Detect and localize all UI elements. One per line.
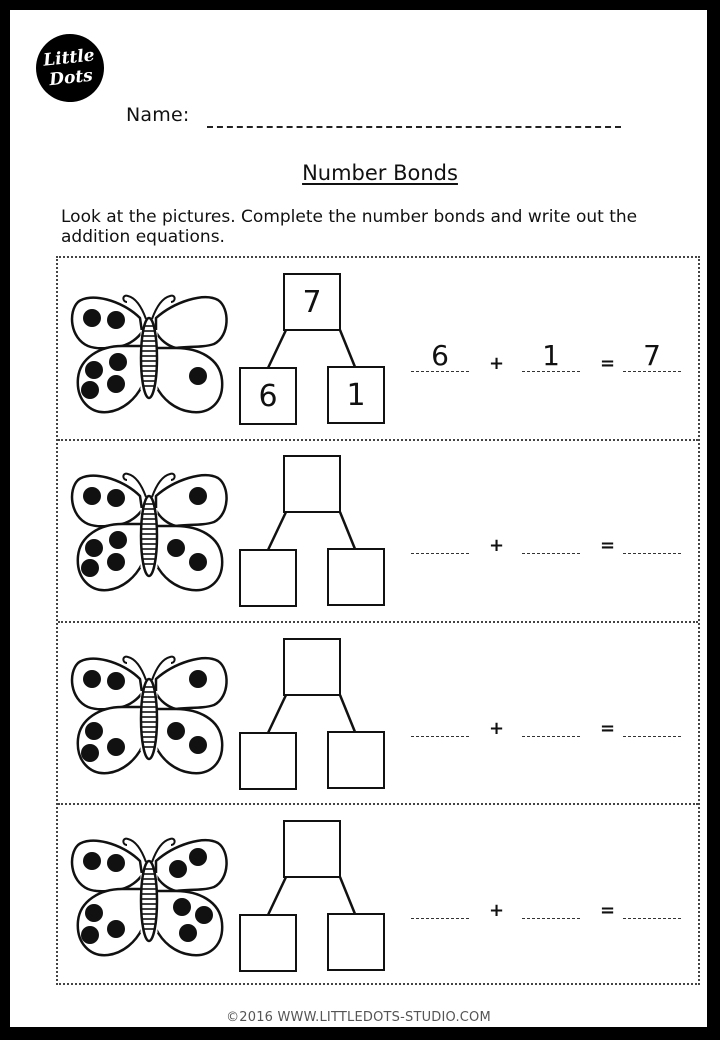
name-field[interactable] — [207, 126, 621, 128]
wing-dot — [83, 487, 101, 505]
butterfly-picture — [70, 647, 230, 781]
addend-1-blank[interactable] — [411, 706, 469, 737]
bond-whole-box[interactable] — [283, 455, 341, 513]
butterfly-picture — [70, 829, 230, 963]
logo-line-2: Dots — [48, 65, 94, 91]
wing-dot — [107, 672, 125, 690]
bond-whole-box[interactable] — [283, 638, 341, 696]
wing-dot — [189, 367, 207, 385]
wing-dot — [109, 353, 127, 371]
bond-part-left-box[interactable] — [239, 732, 297, 790]
instructions: Look at the pictures. Complete the number bonds and write out the addition equations. — [61, 207, 638, 247]
addend-2-blank[interactable] — [522, 706, 580, 737]
wing-dot — [107, 738, 125, 756]
wing-dot — [107, 489, 125, 507]
wing-dot — [189, 553, 207, 571]
addend-1-blank[interactable] — [411, 523, 469, 554]
wing-dot — [107, 920, 125, 938]
wing-dot — [81, 559, 99, 577]
equals-sign: = — [600, 718, 616, 739]
wing-dot — [107, 375, 125, 393]
exercise-row-1 — [58, 258, 698, 441]
plus-sign: + — [489, 900, 505, 921]
wing-dot — [179, 924, 197, 942]
wing-dot — [83, 852, 101, 870]
wing-dot — [85, 904, 103, 922]
wing-dot — [81, 381, 99, 399]
wing-dot — [81, 744, 99, 762]
little-dots-logo — [33, 31, 108, 106]
addend-1-blank[interactable] — [411, 888, 469, 919]
sum-blank[interactable]: 7 — [623, 341, 681, 372]
exercise-row-3 — [58, 623, 698, 805]
bond-whole-box[interactable] — [283, 820, 341, 878]
wing-dot — [109, 531, 127, 549]
bond-whole-box[interactable]: 7 — [283, 273, 341, 331]
bond-part-left-box[interactable] — [239, 914, 297, 972]
right-upper-wing — [156, 297, 227, 348]
bond-part-right-box[interactable]: 1 — [327, 366, 385, 424]
wing-dot — [189, 736, 207, 754]
wing-dot — [85, 722, 103, 740]
left-upper-wing — [72, 298, 142, 349]
plus-sign: + — [489, 718, 505, 739]
right-lower-wing — [154, 348, 222, 412]
bond-part-right-box[interactable] — [327, 548, 385, 606]
equals-sign: = — [600, 900, 616, 921]
wing-dot — [85, 361, 103, 379]
bond-part-right-box[interactable] — [327, 913, 385, 971]
sum-blank[interactable] — [623, 523, 681, 554]
wing-dot — [83, 309, 101, 327]
bond-part-left-box[interactable]: 6 — [239, 367, 297, 425]
bond-part-right-box[interactable] — [327, 731, 385, 789]
addend-2-blank[interactable] — [522, 888, 580, 919]
wing-dot — [189, 670, 207, 688]
exercise-row-4 — [58, 805, 698, 985]
wing-dot — [107, 854, 125, 872]
right-lower-wing — [154, 526, 222, 590]
exercise-area — [56, 256, 700, 985]
copyright-footer: ©2016 WWW.LITTLEDOTS-STUDIO.COM — [226, 1010, 491, 1025]
wing-dot — [189, 848, 207, 866]
equals-sign: = — [600, 353, 616, 374]
wing-dot — [173, 898, 191, 916]
sum-blank[interactable] — [623, 706, 681, 737]
butterfly-picture — [70, 286, 230, 420]
plus-sign: + — [489, 535, 505, 556]
exercise-row-2 — [58, 440, 698, 623]
wing-dot — [81, 926, 99, 944]
wing-dot — [169, 860, 187, 878]
butterfly-picture — [70, 464, 230, 598]
addend-1-blank[interactable]: 6 — [411, 341, 469, 372]
wing-dot — [167, 539, 185, 557]
left-upper-wing — [72, 476, 142, 527]
left-upper-wing — [72, 841, 142, 892]
wing-dot — [107, 553, 125, 571]
wing-dot — [167, 722, 185, 740]
wing-dot — [83, 670, 101, 688]
left-upper-wing — [72, 659, 142, 710]
worksheet-page — [10, 10, 707, 1027]
sum-blank[interactable] — [623, 888, 681, 919]
addend-2-blank[interactable] — [522, 523, 580, 554]
page-title: Number Bonds — [302, 161, 458, 185]
addend-2-blank[interactable]: 1 — [522, 341, 580, 372]
logo-line-1: Little — [42, 45, 96, 71]
wing-dot — [189, 487, 207, 505]
plus-sign: + — [489, 353, 505, 374]
wing-dot — [195, 906, 213, 924]
name-label: Name: — [126, 104, 190, 126]
wing-dot — [85, 539, 103, 557]
bond-part-left-box[interactable] — [239, 549, 297, 607]
equals-sign: = — [600, 535, 616, 556]
right-lower-wing — [154, 709, 222, 773]
wing-dot — [107, 311, 125, 329]
right-upper-wing — [156, 840, 227, 891]
